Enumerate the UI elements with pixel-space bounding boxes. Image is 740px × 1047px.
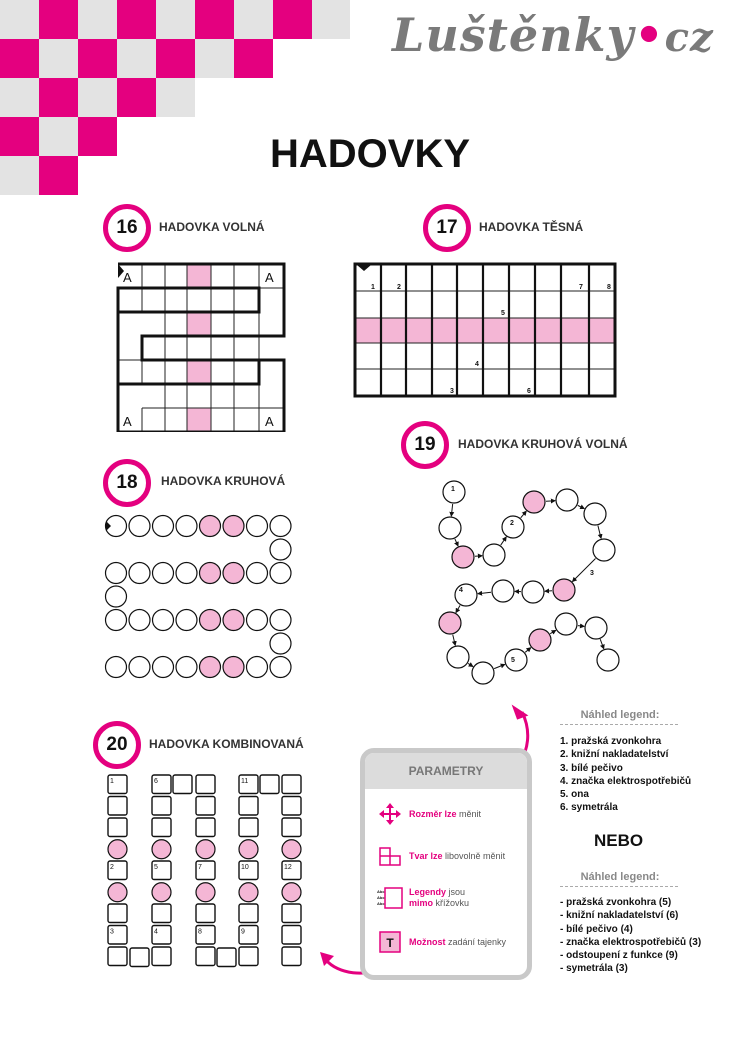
box-cell — [152, 818, 171, 837]
list-item: - odstoupení z funkce (9) — [560, 950, 678, 962]
circle-cell — [153, 563, 174, 584]
grid20-clue-number: 12 — [284, 864, 292, 871]
circle-cell — [553, 579, 575, 601]
section-18-label: HADOVKA KRUHOVÁ — [161, 474, 286, 488]
grid16-letter-3: A — [123, 414, 132, 429]
checker-square — [117, 39, 156, 78]
circle-cell — [247, 657, 268, 678]
box-cell — [282, 926, 301, 945]
circle-cell — [223, 563, 244, 584]
grid16-letter-2: A — [265, 270, 274, 285]
grid17-num-5: 5 — [501, 310, 505, 317]
list-item: 3. bílé pečivo — [560, 762, 623, 774]
circle-cell — [270, 563, 291, 584]
grid19-num-4: 4 — [459, 587, 463, 594]
checker-square — [78, 78, 117, 117]
box-cell — [108, 797, 127, 816]
connector-arrow — [456, 605, 460, 612]
box-cell — [108, 904, 127, 923]
list-item: 4. značka elektrospotřebičů — [560, 775, 692, 787]
grid17-num-3: 3 — [450, 388, 454, 395]
checker-square — [39, 0, 78, 39]
grid16-letter-4: A — [265, 414, 274, 429]
checker-square — [0, 39, 39, 78]
circle-cell — [584, 503, 606, 525]
grid17-num-1: 1 — [371, 284, 375, 291]
legend-1-divider — [560, 724, 678, 725]
circle-cell — [153, 516, 174, 537]
checker-square — [117, 0, 156, 39]
circle-cell — [522, 581, 544, 603]
grid20-clue-number: 4 — [154, 928, 158, 936]
site-logo[interactable] — [392, 8, 714, 62]
circle-cell — [223, 516, 244, 537]
box-cell — [152, 904, 171, 923]
param-resize: Rozměr lze měnit — [377, 801, 481, 827]
box-cell — [282, 775, 301, 794]
legend-preview-2-title: Náhled legend: — [580, 871, 660, 883]
circle-cell — [523, 491, 545, 513]
circle-cell — [270, 610, 291, 631]
box-cell — [239, 797, 258, 816]
connector-arrow — [494, 664, 505, 668]
svg-text:Abc: Abc — [377, 889, 385, 894]
connector-arrow — [455, 539, 458, 546]
grid19-num-1: 1 — [451, 486, 455, 493]
connector-arrow — [578, 626, 584, 627]
circle-cell — [106, 563, 127, 584]
circle-snake-grid — [104, 512, 300, 684]
box-cell — [108, 818, 127, 837]
checker-square — [0, 0, 39, 39]
checker-square — [78, 39, 117, 78]
circle-cell — [439, 517, 461, 539]
grid19-num-5: 5 — [511, 657, 515, 664]
list-item: 5. ona — [560, 789, 589, 801]
grid20-clue-number: 2 — [110, 864, 114, 871]
list-item: - knižní nakladatelství (6) — [560, 910, 679, 922]
connector-arrow — [468, 663, 473, 666]
circle-cell — [106, 657, 127, 678]
list-item: 6. symetrála — [560, 802, 618, 814]
grid20-clue-number: 1 — [110, 778, 114, 785]
box-cell — [217, 948, 236, 967]
circle-cell — [270, 657, 291, 678]
box-cell — [173, 775, 192, 794]
circle-cell — [153, 610, 174, 631]
snake-grid-tight — [353, 262, 619, 400]
grid20-clue-number: 7 — [198, 864, 202, 871]
legend-preview-1-title: Náhled legend: — [580, 709, 660, 721]
list-item: - pražská zvonkohra (5) — [560, 897, 672, 908]
connector-arrow — [453, 635, 456, 646]
list-item: - symetrála (3) — [560, 963, 628, 975]
list-item: 2. knižní nakladatelství — [560, 749, 669, 761]
circle-cell — [176, 610, 197, 631]
circle-cell — [447, 646, 469, 668]
grid20-clue-number: 6 — [154, 778, 158, 785]
move-arrows-icon — [377, 801, 403, 827]
section-16-badge: 16 — [103, 204, 151, 252]
circle-cell — [270, 516, 291, 537]
box-cell — [196, 947, 215, 966]
circle-cell — [472, 662, 494, 684]
circle-cell — [439, 612, 461, 634]
or-separator: NEBO — [594, 831, 644, 850]
box-cell — [196, 797, 215, 816]
connector-arrow — [525, 648, 531, 653]
checker-square — [234, 39, 273, 78]
section-20-label: HADOVKA KOMBINOVANÁ — [149, 737, 304, 751]
box-cell — [196, 818, 215, 837]
list-item: - značka elektrospotřebičů (3) — [560, 936, 702, 948]
circle-cell — [452, 546, 474, 568]
checker-square — [156, 78, 195, 117]
legend-2-divider — [560, 886, 678, 887]
circle-cell — [200, 610, 221, 631]
circle-cell — [196, 883, 215, 902]
box-cell — [196, 775, 215, 794]
circle-cell — [270, 633, 291, 654]
connector-arrow — [546, 501, 555, 502]
section-19-badge: 19 — [401, 421, 449, 469]
circle-cell — [108, 883, 127, 902]
circle-cell — [505, 649, 527, 671]
box-cell — [130, 948, 149, 967]
circle-cell — [200, 657, 221, 678]
circle-cell — [555, 613, 577, 635]
checker-square — [312, 0, 350, 39]
secret-t-icon — [377, 929, 403, 955]
circle-cell — [223, 610, 244, 631]
circle-cell — [247, 610, 268, 631]
list-item: - bílé pečivo (4) — [560, 923, 633, 935]
connector-arrow — [578, 505, 585, 508]
circle-cell — [529, 629, 551, 651]
checker-square — [195, 39, 234, 78]
circle-cell — [585, 617, 607, 639]
circle-cell — [593, 539, 615, 561]
connector-arrow — [451, 504, 452, 516]
parameters-title: PARAMETRY — [365, 753, 527, 789]
circle-cell — [176, 563, 197, 584]
box-cell — [282, 904, 301, 923]
circle-cell — [270, 539, 291, 560]
grid20-clue-number: 5 — [154, 864, 158, 871]
circle-free-snake — [430, 474, 630, 694]
circle-cell — [106, 586, 127, 607]
circle-cell — [282, 840, 301, 859]
parameters-panel — [360, 748, 532, 980]
circle-cell — [239, 883, 258, 902]
circle-cell — [492, 580, 514, 602]
circle-cell — [247, 563, 268, 584]
circle-cell — [108, 840, 127, 859]
circle-cell — [153, 657, 174, 678]
grid17-num-7: 7 — [579, 284, 583, 291]
box-cell — [282, 947, 301, 966]
legend-outside-icon — [377, 885, 403, 911]
svg-text:Abc: Abc — [377, 895, 385, 900]
connector-arrow — [521, 511, 527, 518]
box-cell — [282, 818, 301, 837]
circle-cell — [282, 883, 301, 902]
checker-square — [39, 78, 78, 117]
param-secret: T Možnost zadání tajenky — [377, 929, 506, 955]
connector-arrow — [600, 639, 604, 649]
checker-square — [78, 0, 117, 39]
checker-square — [117, 78, 156, 117]
circle-cell — [152, 883, 171, 902]
grid17-num-2: 2 — [397, 284, 401, 291]
svg-text:T: T — [386, 936, 394, 950]
grid19-num-2: 2 — [510, 520, 514, 527]
connector-arrow — [598, 526, 601, 539]
grid16-letter-1: A — [123, 270, 132, 285]
grid20-clue-number: 11 — [241, 778, 249, 785]
grid20-clue-number: 3 — [110, 928, 114, 936]
grid20-clue-number: 8 — [198, 928, 202, 936]
circle-cell — [247, 516, 268, 537]
box-cell — [260, 775, 279, 794]
grid19-num-3: 3 — [590, 570, 594, 577]
box-cell — [196, 904, 215, 923]
box-cell — [282, 797, 301, 816]
box-cell — [239, 947, 258, 966]
connector-arrow — [550, 630, 556, 633]
circle-cell — [176, 516, 197, 537]
circle-cell — [106, 610, 127, 631]
circle-cell — [129, 657, 150, 678]
param-legends: Abc Abc Abc Legendy jsou mimo křížovku — [377, 885, 469, 911]
box-cell — [152, 947, 171, 966]
grid20-clue-number: 10 — [241, 864, 249, 871]
shape-blocks-icon — [377, 843, 403, 869]
section-18-badge: 18 — [103, 459, 151, 507]
checker-square — [39, 39, 78, 78]
legend-preview-1-list — [560, 735, 691, 815]
checker-square — [156, 0, 195, 39]
logo-dot: • — [634, 8, 665, 62]
grid17-num-4: 4 — [475, 361, 479, 368]
combined-snake-grid — [106, 773, 302, 969]
circle-cell — [223, 657, 244, 678]
grid17-num-6: 6 — [527, 388, 531, 395]
circle-cell — [200, 563, 221, 584]
circle-cell — [152, 840, 171, 859]
grid17-num-8: 8 — [607, 284, 611, 291]
checker-square — [195, 0, 234, 39]
circle-cell — [129, 516, 150, 537]
connector-arrow — [501, 537, 507, 545]
circle-cell — [239, 840, 258, 859]
section-17-badge: 17 — [423, 204, 471, 252]
section-17-label: HADOVKA TĚSNÁ — [479, 220, 584, 234]
section-16-label: HADOVKA VOLNÁ — [159, 220, 265, 234]
section-20-badge: 20 — [93, 721, 141, 769]
box-cell — [239, 818, 258, 837]
circle-cell — [597, 649, 619, 671]
box-cell — [152, 797, 171, 816]
circle-cell — [129, 610, 150, 631]
box-cell — [108, 947, 127, 966]
legend-preview-2-list — [560, 896, 701, 976]
circle-cell — [483, 544, 505, 566]
svg-text:Abc: Abc — [377, 901, 385, 906]
grid20-clue-number: 9 — [241, 928, 245, 936]
section-19-label: HADOVKA KRUHOVÁ VOLNÁ — [458, 437, 628, 451]
param-shape: Tvar lze libovolně měnit — [377, 843, 505, 869]
logo-tld: cz — [664, 14, 714, 61]
logo-main: Luštěnky — [392, 8, 635, 62]
checker-square — [234, 0, 273, 39]
checker-square — [273, 0, 312, 39]
checker-square — [0, 78, 39, 117]
box-cell — [239, 904, 258, 923]
snake-grid-free — [116, 262, 288, 432]
connector-arrow — [478, 592, 491, 593]
circle-cell — [196, 840, 215, 859]
circle-cell — [200, 516, 221, 537]
list-item: 1. pražská zvonkohra — [560, 736, 662, 747]
circle-cell — [176, 657, 197, 678]
circle-cell — [129, 563, 150, 584]
checker-square — [156, 39, 195, 78]
circle-cell — [556, 489, 578, 511]
page-title: HADOVKY — [269, 132, 471, 176]
